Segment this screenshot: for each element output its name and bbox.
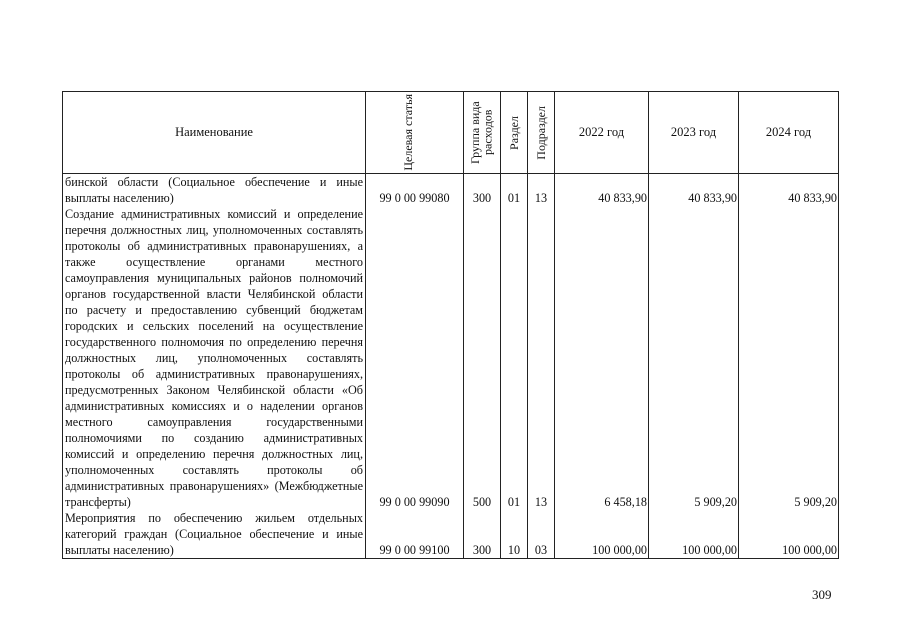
row-target: 99 0 00 99100 — [366, 510, 464, 559]
row-target: 99 0 00 99090 — [366, 206, 464, 510]
row-group: 300 — [464, 510, 501, 559]
row-2023: 40 833,90 — [649, 174, 739, 207]
table-row — [63, 174, 839, 207]
header-group-label: Группа вида расходов — [468, 101, 495, 164]
header-row — [63, 92, 839, 174]
row-section: 01 — [501, 174, 528, 207]
row-name: Создание административных комиссий и определение перечня должностных лиц, уполномоченных составлять протоколы об административных правонарушениях, а также осуществление органами местного самоуправления муниципальных районов полномочий органов государственной власти Челябинской области по расчету и предоставлению субвенций бюджетам городских и сельских поселений на осуществление государственного полномочия по определению перечня должностных лиц, уполномоченных составлять протоколы об административных правонарушениях, предусмотренных Законом Челябинской области «Об административных комиссиях и о наделении органов местного самоуправления государственными полномочиями по созданию административных комиссий и определению перечня должностных лиц, уполномоченных составлять протоколы об административных правонарушениях» (Межбюджетные трансферты) — [63, 206, 366, 510]
row-name: Мероприятия по обеспечению жильем отдельных категорий граждан (Социальное обеспечение и иные выплаты населению) — [63, 510, 366, 559]
budget-table-container — [62, 91, 838, 559]
row-2024: 40 833,90 — [739, 174, 839, 207]
row-subsection: 13 — [528, 174, 555, 207]
row-2023: 5 909,20 — [649, 206, 739, 510]
header-section — [501, 92, 528, 174]
header-subsection — [528, 92, 555, 174]
row-section: 10 — [501, 510, 528, 559]
header-2022: 2022 год — [555, 92, 649, 174]
header-subsection-label: Подраздел — [533, 105, 548, 160]
budget-table — [62, 91, 839, 559]
row-name: бинской области (Социальное обеспечение и иные выплаты населению) — [63, 174, 366, 207]
row-section: 01 — [501, 206, 528, 510]
row-2024: 100 000,00 — [739, 510, 839, 559]
row-group: 500 — [464, 206, 501, 510]
row-2024: 5 909,20 — [739, 206, 839, 510]
row-2022: 6 458,18 — [555, 206, 649, 510]
row-group: 300 — [464, 174, 501, 207]
header-section-label: Раздел — [506, 115, 521, 150]
header-target — [366, 92, 464, 174]
header-2023: 2023 год — [649, 92, 739, 174]
table-row — [63, 206, 839, 510]
row-subsection: 03 — [528, 510, 555, 559]
row-2023: 100 000,00 — [649, 510, 739, 559]
table-row — [63, 510, 839, 559]
header-group — [464, 92, 501, 174]
header-2024: 2024 год — [739, 92, 839, 174]
page-number: 309 — [812, 587, 832, 602]
row-2022: 40 833,90 — [555, 174, 649, 207]
row-subsection: 13 — [528, 206, 555, 510]
header-name: Наименование — [63, 92, 366, 174]
row-2022: 100 000,00 — [555, 510, 649, 559]
row-target: 99 0 00 99080 — [366, 174, 464, 207]
header-target-label: Целевая статья — [400, 94, 415, 171]
